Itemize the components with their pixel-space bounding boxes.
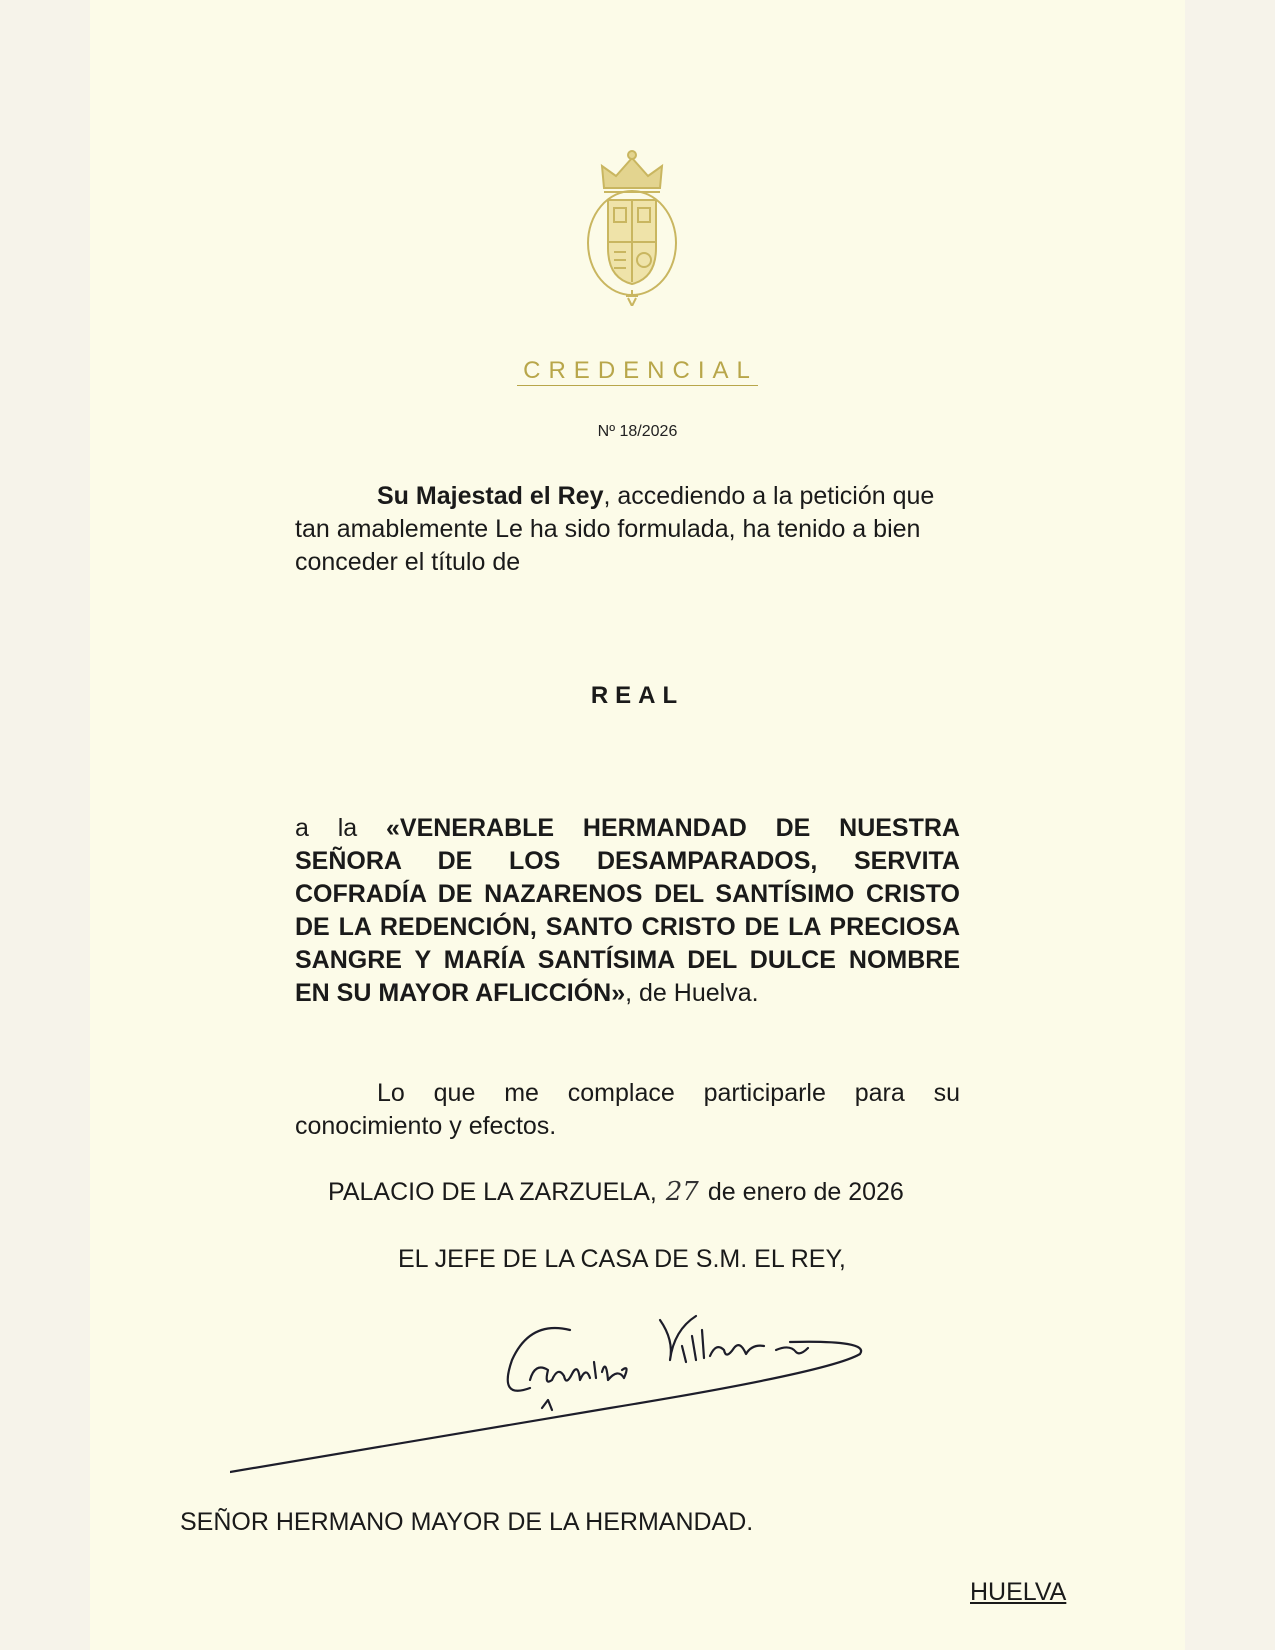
signer-role: EL JEFE DE LA CASA DE S.M. EL REY,	[398, 1245, 846, 1273]
intro-bold-text: Su Majestad el Rey	[377, 482, 604, 510]
recipient-name: «VENERABLE HERMANDAD DE NUESTRA SEÑORA DE LOS DESAMPARADOS, SERVITA COFRADÍA DE NAZARENOS DEL SANTÍSIMO CRISTO DE LA REDENCIÓN, SANTO CRISTO DE LA PRECIOSA SANGRE Y MARÍA SANTÍSIMA DEL DULCE NOMBRE EN SU MAYOR AFLICCIÓN»	[295, 814, 960, 1007]
recipient-paragraph	[295, 812, 960, 1010]
handwritten-day: 27	[665, 1177, 699, 1207]
city-line: HUELVA	[970, 1578, 1067, 1606]
intro-paragraph	[295, 480, 960, 579]
royal-coat-of-arms-icon	[582, 148, 682, 306]
date-text: de enero de 2026	[707, 1178, 904, 1206]
document-title: CREDENCIAL	[0, 357, 1275, 385]
intro-text: , accediendo a la petición que tan amablemente Le ha sido formulada, ha tenido a bien conceder el título de	[295, 482, 935, 576]
recipient-prefix: a la	[295, 814, 386, 842]
recipient-suffix: , de Huelva.	[625, 979, 759, 1007]
place-text: PALACIO DE LA ZARZUELA,	[328, 1178, 657, 1206]
handwritten-signature	[230, 1300, 910, 1500]
document-number: Nº 18/2026	[597, 423, 678, 440]
date-line	[328, 1177, 904, 1207]
addressee-line: SEÑOR HERMANO MAYOR DE LA HERMANDAD.	[180, 1508, 754, 1536]
closing-paragraph: Lo que me complace participarle para su conocimiento y efectos.	[295, 1079, 960, 1140]
honor-title: REAL	[590, 682, 685, 709]
